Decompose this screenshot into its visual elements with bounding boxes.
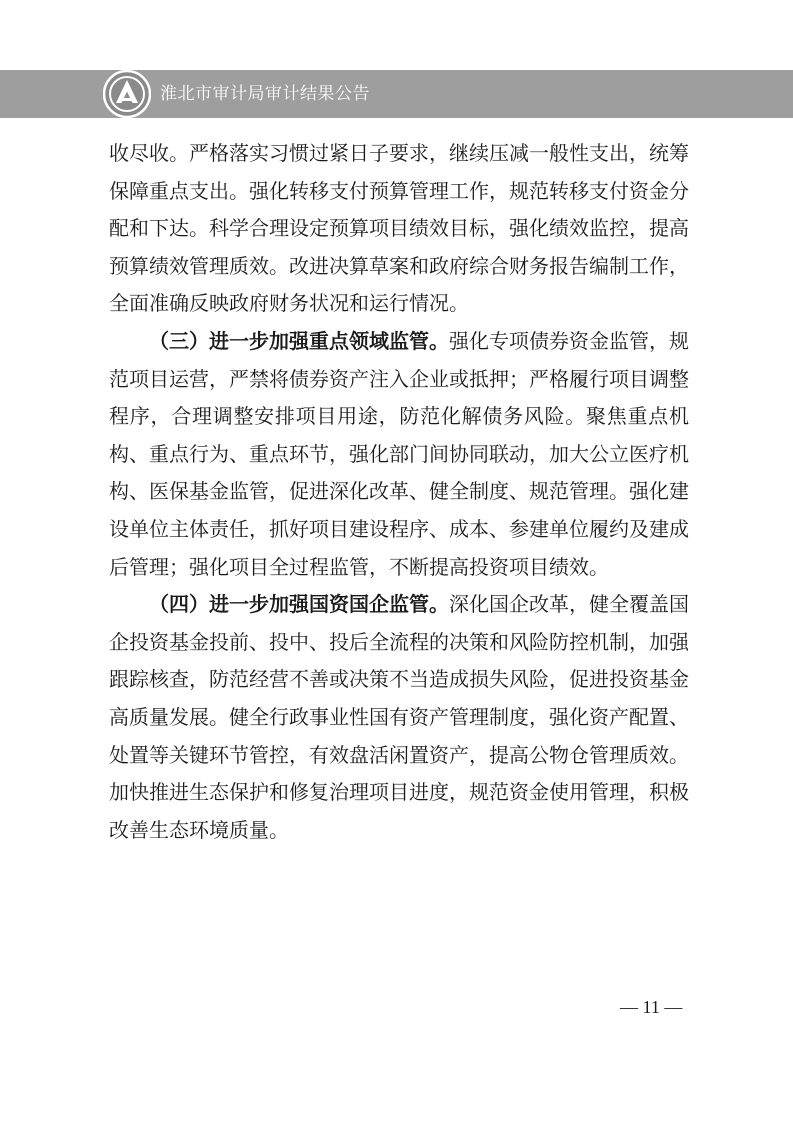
section-heading-4: （四）进一步加强国资国企监管。 bbox=[149, 592, 449, 617]
paragraph-state-assets-supervision bbox=[109, 586, 689, 849]
paragraph-text: 深化国企改革，健全覆盖国企投资基金投前、投中、投后全流程的决策和风险防控机制，加强跟踪核查，防范经营不善或决策不当造成损失风险，促进投资基金高质量发展。健全行政事业性国有资产管理制度，强化资产配置、处置等关键环节管控，有效盘活闲置资产，提高公物仓管理质效。加快推进生态保护和修复治理项目进度，规范资金使用管理，积极改善生态环境质量。 bbox=[109, 592, 689, 842]
paragraph-text: 收尽收。严格落实习惯过紧日子要求，继续压减一般性支出，统筹保障重点支出。强化转移支付预算管理工作，规范转移支付资金分配和下达。科学合理设定预算项目绩效目标，强化绩效监控，提高预算绩效管理质效。改进决算草案和政府综合财务报告编制工作，全面准确反映政府财务状况和运行情况。 bbox=[109, 141, 689, 316]
paragraph-continuation bbox=[109, 135, 689, 323]
document-body bbox=[109, 135, 689, 849]
audit-emblem-icon bbox=[103, 70, 151, 118]
paragraph-text: 强化专项债券资金监管，规范项目运营，严禁将债券资产注入企业或抵押；严格履行项目调整程序，合理调整安排项目用途，防范化解债务风险。聚焦重点机构、重点行为、重点环节，强化部门间协同联动，加大公立医疗机构、医保基金监管，促进深化改革、健全制度、规范管理。强化建设单位主体责任，抓好项目建设程序、成本、参建单位履约及建成后管理；强化项目全过程监管，不断提高投资项目绩效。 bbox=[109, 328, 689, 579]
paragraph-key-areas-supervision bbox=[109, 323, 689, 586]
section-heading-3: （三）进一步加强重点领域监管。 bbox=[149, 328, 449, 353]
header-title: 淮北市审计局审计结果公告 bbox=[160, 84, 370, 104]
page-number: — 11 — bbox=[620, 997, 683, 1017]
